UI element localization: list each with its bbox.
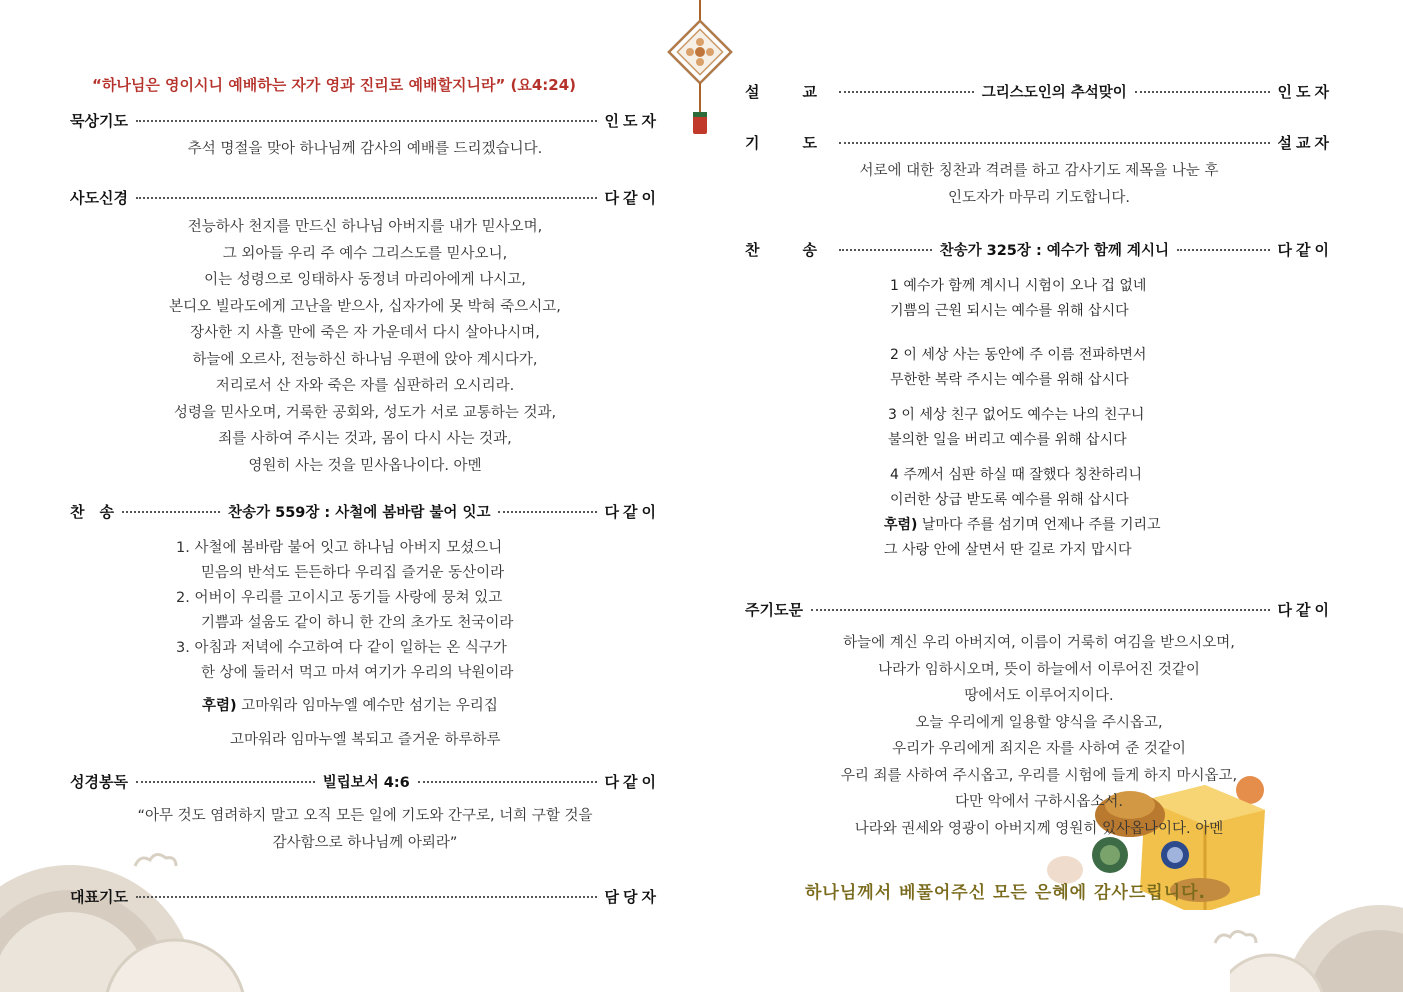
dot-leader [811,609,1270,611]
lords-prayer-leader: 다같이 [1277,601,1333,619]
sermon-leader: 인도자 [1277,83,1333,101]
creed-leader: 다같이 [604,189,660,207]
silent-prayer-leader: 인도자 [604,112,660,130]
silent-prayer-text: 추석 명절을 맞아 하나님께 감사의 예배를 드리겠습니다. [187,141,543,157]
hymn-325-verse-2: 2 이 세상 사는 동안에 주 이름 전파하면서 무한한 복락 주시는 예수를 위해 삽시다 [890,347,1147,388]
reading-title: 빌립보서 4:6 [322,775,410,791]
hymn-325-verse-4: 4 주께서 심판 하실 때 잘했다 칭찬하리니 이러한 상급 받도록 예수를 위해 삽시다 [890,467,1142,508]
prayer-leader: 설교자 [1277,134,1333,152]
closing-message: 하나님께서 베풀어주신 모든 은혜에 감사드립니다. [805,883,1206,903]
hymn-325-verse-3: 3 이 세상 친구 없어도 예수는 나의 친구니 불의한 일을 버리고 예수를 위해 삽시다 [888,407,1145,448]
sermon-title: 그리스도인의 추석맞이 [981,85,1127,101]
hymn-325-row [745,239,1333,260]
prayer-instructions: 서로에 대한 칭찬과 격려를 하고 감사기도 제목을 나눈 후 인도자가 마무리 기도합니다. [859,163,1219,206]
chorus-line: 그 사랑 안에 살면서 딴 길로 가지 맙시다 [884,542,1132,558]
sermon-row [745,81,1333,102]
hymn-559-chorus-2 [230,728,501,753]
creed-line: 이는 성령으로 잉태하사 동정녀 마리아에게 나시고, [204,272,526,288]
lords-prayer-row [745,599,1333,620]
creed-line: 전능하사 천지를 만드신 하나님 아버지를 내가 믿사오며, [187,219,543,235]
scripture-quote: “하나님은 영이시니 예배하는 자가 영과 진리로 예배할지니라” (요4:24) [92,76,577,94]
dot-leader [136,896,597,898]
dot-leader [136,197,597,199]
creed-line: 장사한 지 사흘 만에 죽은 자 가운데서 다시 살아나시며, [190,325,540,341]
dot-leader [839,91,974,93]
hymn-line: 기쁨과 설움도 같이 하니 한 간의 초가도 천국이라 [201,615,514,631]
dot-leader [122,511,220,513]
dot-leader [136,120,597,122]
creed-line: 저리로서 산 자와 죽은 자를 심판하러 오시리라. [215,378,515,394]
chorus-label: 후렴) [202,698,237,714]
hymn-325-verse-1: 1 예수가 함께 계시니 시험이 오나 겁 없네 기쁨의 근원 되시는 예수를 위해 삽시다 [890,278,1147,319]
creed-line: 하늘에 오르사, 전능하신 하나님 우편에 앉아 계시다가, [192,351,538,368]
lords-prayer-text: 하늘에 계신 우리 아버지여, 이름이 거룩히 여김을 받으시오며, 나라가 임하시오며, 뜻이 하늘에서 이루어진 것같이 땅에서도 이루어지이다. 오늘 우리에게 일용할 양식을 주시옵고, 우리가 우리에게 죄지은 자를 사하여 준 것같이 우리 죄를 사하여 주시옵고, 우리를 시험에 들게 하지 마시옵고, 다만 악에서 구하시옵소서. 나라와 권세와 영광이 아버지께 영원히 있사옵나이다. 아멘 [840,635,1238,837]
hymn-title: 찬송가 559장 : 사철에 봄바람 불어 잇고 [228,505,491,521]
hymn-line: 3. 아침과 저녁에 수고하여 다 같이 일하는 온 식구가 [176,640,507,656]
prayer-label: 기 도 [745,134,831,152]
hymn-label: 찬 송 [70,503,114,521]
creed-line: 죄를 사하여 주시는 것과, 몸이 다시 사는 것과, [218,431,512,447]
hymn-559-lyrics [176,536,513,686]
hymn-label: 찬 송 [745,241,831,259]
rep-prayer-leader: 담당자 [604,888,660,906]
silent-prayer-row [70,110,660,131]
creed-line: 성령을 믿사오며, 거룩한 공회와, 성도가 서로 교통하는 것과, [173,404,557,421]
dot-leader [1135,91,1270,93]
hymn-line: 믿음의 반석도 든든하다 우리집 즐거운 동산이라 [201,565,505,581]
apostles-creed-text [70,214,660,479]
hymn-leader: 다같이 [604,503,661,521]
hymn-559-chorus [202,694,498,719]
hymn-line: 2. 어버이 우리를 고이시고 동기들 사랑에 뭉쳐 있고 [176,590,503,606]
dot-leader [1177,249,1270,251]
chorus-line: 고마워라 임마누엘 예수만 섬기는 우리집 [241,698,498,714]
chorus-line: 고마워라 임마누엘 복되고 즐거운 하루하루 [230,732,501,748]
dot-leader [498,511,596,513]
hanging-ornament-icon [662,0,738,138]
silent-prayer-label: 묵상기도 [70,112,128,130]
hymn-559-row [70,501,660,522]
dot-leader [136,781,315,783]
decor-cloud-right [1210,925,1260,949]
hymn-325-chorus [884,513,1161,563]
creed-line: 본디오 빌라도에게 고난을 받으사, 십자가에 못 박혀 죽으시고, [169,298,561,315]
representative-prayer-row [70,886,660,907]
chorus-label: 후렴) [884,517,918,533]
creed-row [70,187,660,208]
scripture-reading-row [70,771,660,792]
sermon-label: 설 교 [745,83,831,101]
dot-leader [418,781,597,783]
dot-leader [839,142,1270,144]
rep-prayer-label: 대표기도 [70,888,128,906]
scripture-reading-text: “아무 것도 염려하지 말고 오직 모든 일에 기도와 간구로, 너희 구할 것을 감사함으로 하나님께 아뢰라” [137,808,593,851]
hymn-line: 1. 사철에 봄바람 불어 잇고 하나님 아버지 모셨으니 [176,540,503,556]
reading-leader: 다같이 [604,773,661,791]
reading-label: 성경봉독 [70,773,128,791]
creed-line: 영원히 사는 것을 믿사옵나이다. 아멘 [248,457,482,474]
creed-line: 그 외아들 우리 주 예수 그리스도를 믿사오니, [222,245,508,262]
hymn-leader: 다같이 [1277,241,1334,259]
hymn-title: 찬송가 325장 : 예수가 함께 계시니 [939,243,1169,259]
prayer-row [745,132,1333,153]
lords-prayer-label: 주기도문 [745,601,803,619]
chorus-line: 날마다 주를 섬기며 언제나 주를 기리고 [921,517,1161,533]
creed-label: 사도신경 [70,189,128,207]
hymn-line: 한 상에 둘러서 먹고 마셔 여기가 우리의 낙원이라 [201,665,514,681]
dot-leader [839,249,932,251]
